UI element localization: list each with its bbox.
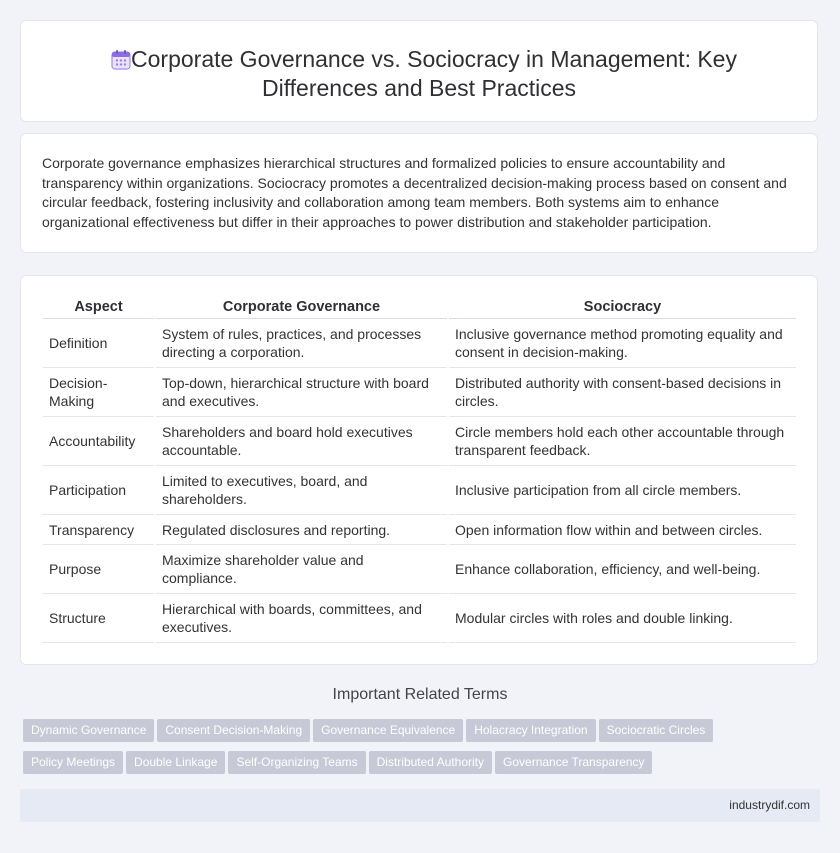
row-corporate-governance: Limited to executives, board, and shareholders. [156,466,447,515]
header-aspect: Aspect [43,296,154,319]
row-aspect: Decision-Making [43,368,154,417]
row-aspect: Structure [43,594,154,643]
intro-card [20,133,818,253]
row-sociocracy: Distributed authority with consent-based decisions in circles. [449,368,796,417]
footer [20,789,820,822]
title-card [20,20,818,122]
table-row [43,515,796,545]
header-corporate-governance: Corporate Governance [156,296,447,319]
table-row [43,417,796,466]
tag-policy-meetings[interactable]: Policy Meetings [23,751,123,774]
row-corporate-governance: Maximize shareholder value and compliance. [156,545,447,594]
page-title [21,45,817,103]
row-aspect: Purpose [43,545,154,594]
table-row [43,319,796,368]
footer-site-link[interactable]: industrydif.com [729,798,810,812]
page-title-line1: Corporate Governance vs. Sociocracy in Management: Key [131,46,737,72]
row-sociocracy: Inclusive governance method promoting equality and consent in decision-making. [449,319,796,368]
row-corporate-governance: Hierarchical with boards, committees, and executives. [156,594,447,643]
row-aspect: Transparency [43,515,154,545]
related-terms-row-2 [23,751,823,774]
intro-paragraph: Corporate governance emphasizes hierarchical structures and formalized policies to ensure accountability and transparency within organizations. Sociocracy promotes a decentralized decision-making process based on consent and circular feedback, fostering inclusivity and collaboration among team members. Both systems aim to enhance organizational effectiveness but differ in their approaches to power distribution and stakeholder participation. [42,155,787,230]
tag-governance-transparency[interactable]: Governance Transparency [495,751,652,774]
row-aspect: Participation [43,466,154,515]
row-sociocracy: Enhance collaboration, efficiency, and well-being. [449,545,796,594]
row-corporate-governance: Shareholders and board hold executives accountable. [156,417,447,466]
row-aspect: Definition [43,319,154,368]
row-sociocracy: Inclusive participation from all circle members. [449,466,796,515]
tag-sociocratic-circles[interactable]: Sociocratic Circles [599,719,714,742]
row-aspect: Accountability [43,417,154,466]
row-sociocracy: Open information flow within and between circles. [449,515,796,545]
related-terms-heading: Important Related Terms [332,686,508,703]
header-sociocracy: Sociocracy [449,296,796,319]
page-title-line2: Differences and Best Practices [261,75,577,101]
row-sociocracy: Circle members hold each other accountable through transparent feedback. [449,417,796,466]
tag-consent-decision-making[interactable]: Consent Decision-Making [157,719,310,742]
tag-distributed-authority[interactable]: Distributed Authority [369,751,492,774]
table-row [43,368,796,417]
row-sociocracy: Modular circles with roles and double linking. [449,594,796,643]
table-row [43,594,796,643]
row-corporate-governance: Top-down, hierarchical structure with board and executives. [156,368,447,417]
table-row [43,466,796,515]
tag-double-linkage[interactable]: Double Linkage [126,751,225,774]
table-row [43,545,796,594]
table-header-row [43,296,796,319]
tag-dynamic-governance[interactable]: Dynamic Governance [23,719,154,742]
row-corporate-governance: System of rules, practices, and processes directing a corporation. [156,319,447,368]
comparison-card [20,275,818,665]
comparison-table [41,296,798,643]
row-corporate-governance: Regulated disclosures and reporting. [156,515,447,545]
tag-self-organizing-teams[interactable]: Self-Organizing Teams [228,751,365,774]
tag-governance-equivalence[interactable]: Governance Equivalence [313,719,463,742]
related-terms-row-1 [23,719,823,742]
tag-holacracy-integration[interactable]: Holacracy Integration [466,719,595,742]
